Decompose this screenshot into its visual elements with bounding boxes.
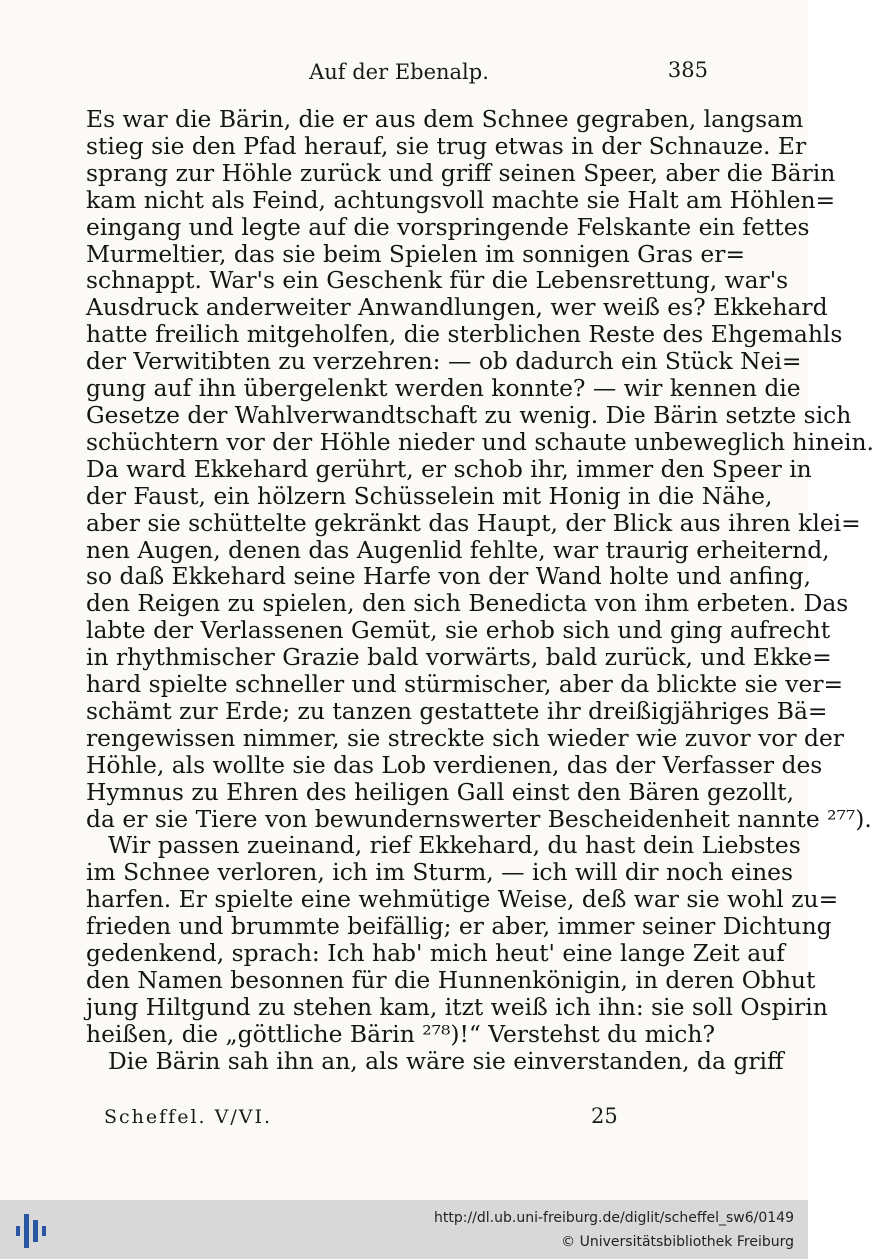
text-line: sprang zur Höhle zurück und griff seinen Speer, aber die Bärin	[86, 158, 836, 187]
text-line: schüchtern vor der Höhle nieder und schaute unbeweglich hinein.	[86, 427, 874, 456]
text-line: aber sie schüttelte gekränkt das Haupt, der Blick aus ihren klei=	[86, 508, 861, 537]
body-text	[86, 105, 874, 1075]
text-line: in rhythmischer Grazie bald vorwärts, bald zurück, und Ekke=	[86, 643, 832, 672]
copyright-notice: © Universitätsbibliothek Freiburg	[561, 1234, 794, 1250]
text-line: der Verwitibten zu verzehren: — ob dadurch ein Stück Nei=	[86, 347, 802, 376]
text-line: schnappt. War's ein Geschenk für die Lebensrettung, war's	[86, 266, 789, 295]
text-line: Ausdruck anderweiter Anwandlungen, wer weiß es? Ekkehard	[86, 293, 828, 322]
text-line: harfen. Er spielte eine wehmütige Weise, deß war sie wohl zu=	[86, 885, 839, 914]
text-line: labte der Verlassenen Gemüt, sie erhob sich und ging aufrecht	[86, 616, 831, 645]
text-line: nen Augen, denen das Augenlid fehlte, war traurig erheiternd,	[86, 535, 830, 564]
permalink-url[interactable]: http://dl.ub.uni-freiburg.de/diglit/scheffel_sw6/0149	[434, 1210, 794, 1226]
text-line: gung auf ihn übergelenkt werden konnte? — wir kennen die	[86, 374, 801, 403]
text-line: hatte freilich mitgeholfen, die sterblichen Reste des Ehgemahls	[86, 320, 843, 349]
text-line: Gesetze der Wahlverwandtschaft zu wenig. Die Bärin setzte sich	[86, 400, 852, 429]
text-line: kam nicht als Feind, achtungsvoll machte sie Halt am Höhlen=	[86, 185, 836, 214]
text-line: im Schnee verloren, ich im Sturm, — ich will dir noch eines	[86, 858, 793, 887]
text-line: der Faust, ein hölzern Schüsselein mit Honig in die Nähe,	[86, 481, 773, 510]
text-line: hard spielte schneller und stürmischer, aber da blickte sie ver=	[86, 670, 844, 699]
text-line: rengewissen nimmer, sie streckte sich wieder wie zuvor vor der	[86, 723, 844, 752]
page-number: 385	[667, 58, 708, 82]
text-line: Hymnus zu Ehren des heiligen Gall einst den Bären gezollt,	[86, 777, 795, 806]
text-line: Murmeltier, das sie beim Spielen im sonnigen Gras er=	[86, 239, 746, 268]
sheet-number: 25	[591, 1104, 618, 1128]
text-line: Höhle, als wollte sie das Lob verdienen, das der Verfasser des	[86, 750, 823, 779]
text-line: frieden und brummte beifällig; er aber, immer seiner Dichtung	[86, 912, 832, 941]
text-line: Die Bärin sah ihn an, als wäre sie einverstanden, da griff	[108, 1046, 784, 1075]
text-line: eingang und legte auf die vorspringende Felskante ein fettes	[86, 212, 810, 241]
running-title: Auf der Ebenalp.	[309, 60, 489, 84]
printer-signature: Scheffel. V/VI.	[104, 1106, 272, 1128]
page-header	[86, 56, 712, 92]
text-line: den Reigen zu spielen, den sich Benedicta von ihm erbeten. Das	[86, 589, 849, 618]
viewer-footer-bar	[0, 1200, 808, 1259]
text-line: heißen, die „göttliche Bärin ²⁷⁸)!“ Verstehst du mich?	[86, 1019, 715, 1048]
text-line: Da ward Ekkehard gerührt, er schob ihr, immer den Speer in	[86, 454, 812, 483]
text-line: schämt zur Erde; zu tanzen gestattete ihr dreißigjähriges Bä=	[86, 696, 828, 725]
text-line: gedenkend, sprach: Ich hab' mich heut' eine lange Zeit auf	[86, 939, 785, 968]
text-line: den Namen besonnen für die Hunnenkönigin, in deren Obhut	[86, 966, 816, 994]
ub-freiburg-logo-icon	[16, 1210, 52, 1252]
text-line: da er sie Tiere von bewundernswerter Bescheidenheit nannte ²⁷⁷).	[86, 804, 872, 833]
text-line: Es war die Bärin, die er aus dem Schnee gegraben, langsam	[86, 105, 804, 133]
text-line: Wir passen zueinand, rief Ekkehard, du hast dein Liebstes	[108, 831, 801, 860]
text-line: so daß Ekkehard seine Harfe von der Wand holte und anfing,	[86, 562, 812, 591]
text-line: stieg sie den Pfad herauf, sie trug etwas in der Schnauze. Er	[86, 131, 807, 160]
page-footer	[86, 1104, 712, 1134]
text-line: jung Hiltgund zu stehen kam, itzt weiß ich ihn: sie soll Ospirin	[86, 992, 828, 1021]
